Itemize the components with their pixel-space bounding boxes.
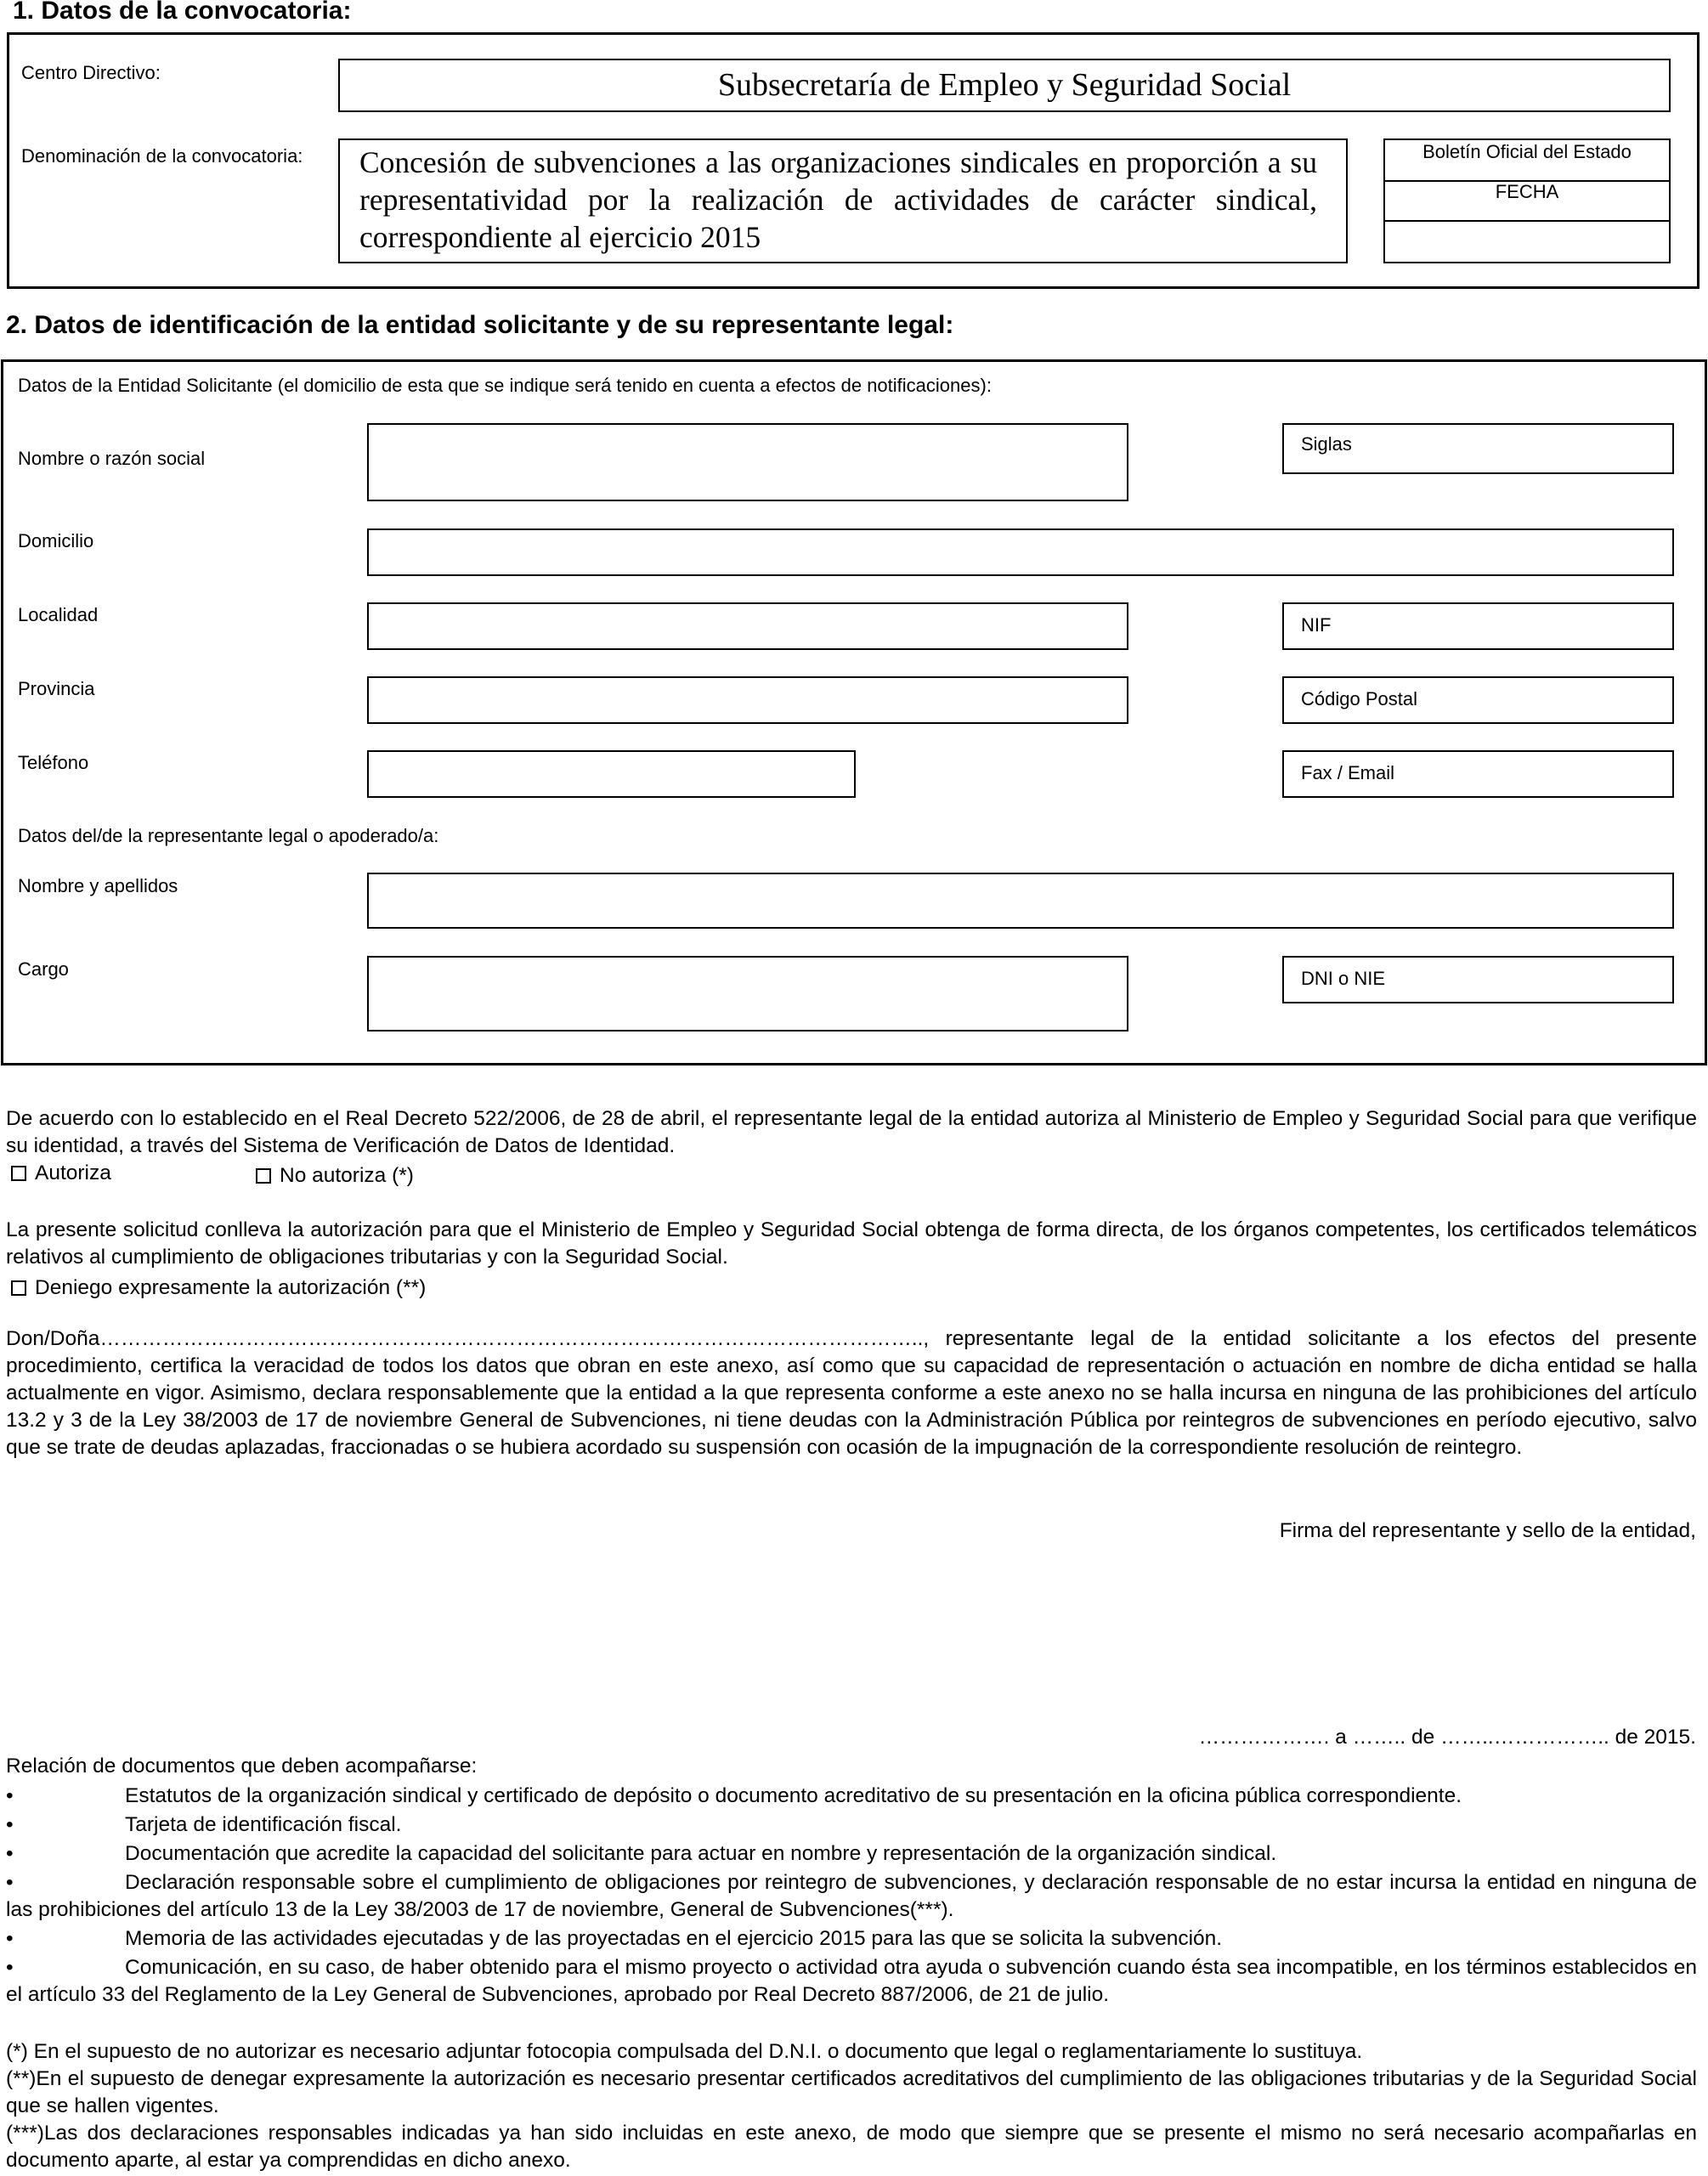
codigo-postal-label: Código Postal: [1301, 688, 1417, 709]
section2-heading: 2. Datos de identificación de la entidad solicitante y de su representante legal:: [6, 311, 954, 339]
cargo-input[interactable]: [367, 956, 1128, 1031]
centro-label: Centro Directivo:: [21, 62, 161, 83]
dni-label: DNI o NIE: [1301, 968, 1386, 989]
denominacion-field[interactable]: Concesión de subvenciones a las organizaciones sindicales en proporción a su representatividad por la realización de actividades de carácter sindical, correspondiente al ejercicio 2015: [338, 138, 1348, 263]
provincia-input[interactable]: [367, 676, 1128, 724]
fecha-field[interactable]: [1387, 223, 1667, 260]
fecha-label: FECHA: [1495, 181, 1559, 202]
localidad-input[interactable]: [367, 602, 1128, 650]
nombre-apellidos-input[interactable]: [367, 873, 1674, 929]
no-autoriza-checkbox[interactable]: [256, 1168, 271, 1184]
fax-email-label: Fax / Email: [1301, 762, 1395, 783]
dni-input[interactable]: [1282, 956, 1674, 1003]
deniego-option[interactable]: [11, 1276, 426, 1300]
autoriza-label: Autoriza: [35, 1161, 111, 1184]
telefono-input[interactable]: [367, 750, 856, 798]
doc-item: • Memoria de las actividades ejecutadas y de las proyectadas en el ejercicio 2015 para las que se solicita la subvención.: [6, 1927, 1223, 1950]
deniego-label: Deniego expresamente la autorización (**): [35, 1276, 427, 1299]
auth-paragraph-1: De acuerdo con lo establecido en el Real Decreto 522/2006, de 28 de abril, el representante legal de la entidad autoriza al Ministerio de Empleo y Seguridad Social para que verifique su identidad, a través del Sistema de Verificación de Datos de Identidad.: [6, 1107, 1697, 1157]
doc-item: • Comunicación, en su caso, de haber obtenido para el mismo proyecto o actividad otra ayuda o subvención cuando ésta sea incompatible, en los términos establecidos en el artículo 33 del Reglamento de la Ley General de Subvenciones, aprobado por Real Decreto 887/2006, de 21 de julio.: [6, 1956, 1697, 2006]
firma-label: Firma del representante y sello de la entidad,: [1279, 1519, 1696, 1542]
fecha-divider: [1385, 220, 1669, 222]
no-autoriza-option[interactable]: [256, 1164, 414, 1188]
doc-item: • Estatutos de la organización sindical y certificado de depósito o documento acreditativo de su presentación en la oficina pública correspondiente.: [6, 1784, 1462, 1807]
siglas-label: Siglas: [1301, 433, 1352, 455]
nif-label: NIF: [1301, 614, 1332, 636]
localidad-label: Localidad: [18, 604, 99, 625]
note-1: (*) En el supuesto de no autorizar es necesario adjuntar fotocopia compulsada del D.N.I. o documento que legal o reglamentariamente lo sustituya.: [6, 2040, 1363, 2063]
docs-heading: Relación de documentos que deben acompañarse:: [6, 1755, 478, 1778]
firma-area[interactable]: [1691, 1563, 1692, 1564]
domicilio-label: Domicilio: [18, 530, 94, 551]
note-2: (**)En el supuesto de denegar expresamente la autorización es necesario presentar certificados acreditativos del cumplimiento de las obligaciones tributarias y de la Seguridad Social que se hallen vigentes.: [6, 2067, 1697, 2117]
domicilio-input[interactable]: [367, 528, 1674, 576]
nombre-input[interactable]: [367, 423, 1128, 501]
fax-email-input[interactable]: [1282, 750, 1674, 798]
autoriza-checkbox[interactable]: [11, 1166, 26, 1181]
codigo-postal-input[interactable]: [1282, 676, 1674, 724]
no-autoriza-label: No autoriza (*): [280, 1164, 414, 1187]
auth-paragraph-2: La presente solicitud conlleva la autorización para que el Ministerio de Empleo y Seguridad Social obtenga de forma directa, de los órganos competentes, los certificados telemáticos relativos al cumplimiento de obligaciones tributarias y con la Seguridad Social.: [6, 1218, 1697, 1269]
denominacion-label: Denominación de la convocatoria:: [21, 145, 303, 167]
nif-input[interactable]: [1282, 602, 1674, 650]
doc-item: • Documentación que acredite la capacidad del solicitante para actuar en nombre y representación de la organización sindical.: [6, 1842, 1277, 1865]
autoriza-option[interactable]: [11, 1161, 111, 1185]
declaracion-paragraph: Don/Doña……………………………………………………………………………………………………….., representante legal de la entidad solicitante a los efectos del presente procedimiento, certifica la veracidad de todos los datos que obran en este anexo, así como que su capacidad de representación o actuación en nombre de dicha entidad se halla actualmente en vigor. Asimismo, declara responsablemente que la entidad a la que representa conforme a este anexo no se halla incursa en ninguna de las prohibiciones del artículo 13.2 y 3 de la Ley 38/2003 de 17 de noviembre General de Subvenciones, ni tiene deudas con la Administración Pública por reintegros de subvenciones en período ejecutivo, salvo que se trate de deudas aplazadas, fraccionadas o se hubiera acordado su suspensión con ocasión de la impugnación de la correspondiente resolución de reintegro.: [6, 1327, 1697, 1459]
centro-field[interactable]: Subsecretaría de Empleo y Seguridad Social: [338, 59, 1671, 112]
representante-intro: Datos del/de la representante legal o apoderado/a:: [18, 825, 439, 846]
fecha-line[interactable]: ………………. a …….. de ……..…………….. de 2015.: [1198, 1726, 1696, 1749]
section1-heading: 1. Datos de la convocatoria:: [13, 0, 352, 25]
doc-item: • Declaración responsable sobre el cumplimiento de obligaciones por reintegro de subvenciones, y declaración responsable de no estar incursa la entidad en ninguna de las prohibiciones del artículo 13 de la Ley 38/2003 de 17 de noviembre, General de Subvenciones(***).: [6, 1871, 1697, 1921]
cargo-label: Cargo: [18, 958, 69, 980]
siglas-input[interactable]: [1282, 423, 1674, 474]
provincia-label: Provincia: [18, 678, 95, 699]
entidad-intro: Datos de la Entidad Solicitante (el domicilio de esta que se indique será tenido en cuenta a efectos de notificaciones):: [18, 375, 992, 396]
deniego-checkbox[interactable]: [11, 1280, 26, 1296]
doc-item: • Tarjeta de identificación fiscal.: [6, 1813, 402, 1836]
boe-label: Boletín Oficial del Estado: [1422, 141, 1632, 162]
nombre-apellidos-label: Nombre y apellidos: [18, 875, 178, 896]
note-3: (***)Las dos declaraciones responsables indicadas ya han sido incluidas en este anexo, de modo que siempre que se presente el mismo no será necesario acompañarlas en documento aparte, al estar ya comprendidas en dicho anexo.: [6, 2122, 1697, 2172]
telefono-label: Teléfono: [18, 752, 89, 773]
nombre-label: Nombre o razón social: [18, 448, 206, 469]
